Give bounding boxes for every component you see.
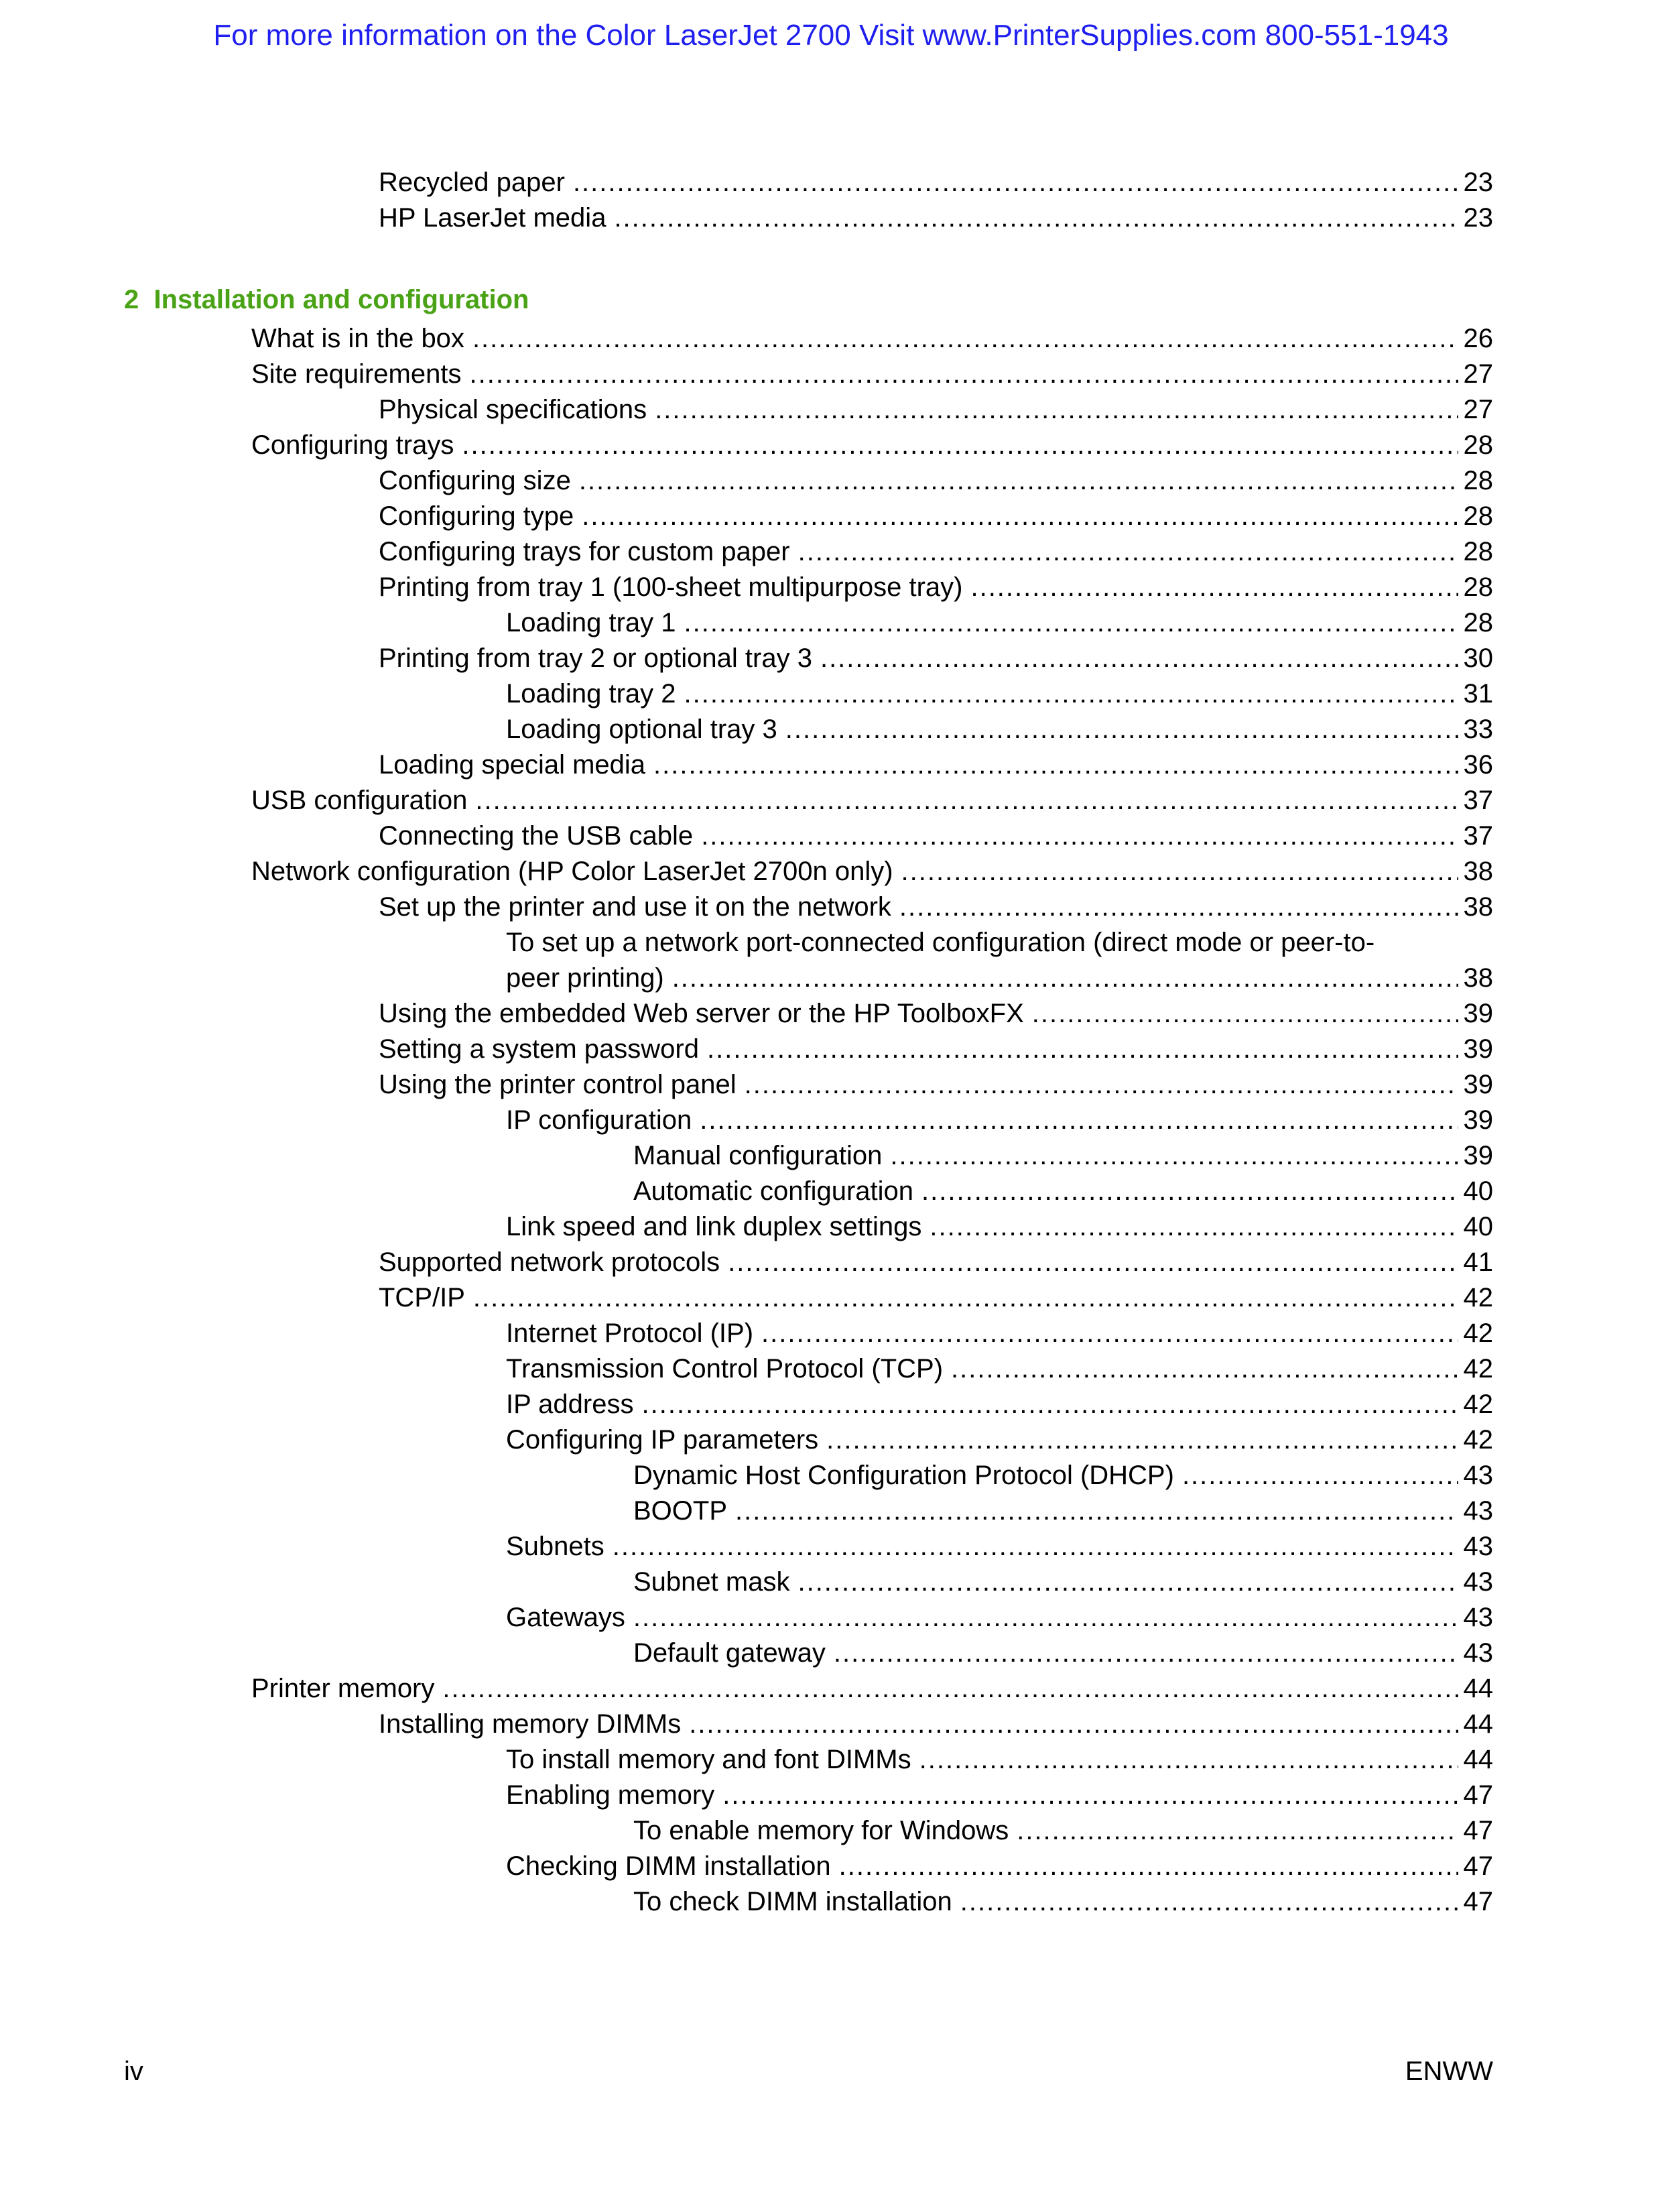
toc-page-number: 43 [1463,1496,1493,1526]
toc-entry-title: Configuring type [379,501,574,531]
toc-page-number: 42 [1463,1354,1493,1384]
toc-leader [834,1635,1458,1671]
toc-page-number: 26 [1463,324,1493,353]
toc-page-number: 42 [1463,1318,1493,1348]
toc-leader [473,1280,1458,1316]
toc-entry-title: Supported network protocols [379,1247,720,1277]
toc-entry-title: To install memory and font DIMMs [506,1745,911,1774]
toc-entry[interactable] [633,1884,1493,1920]
toc-entry[interactable] [506,711,1493,747]
toc-leader [798,534,1458,570]
toc-entry[interactable] [379,534,1493,570]
toc-leader [970,569,1458,605]
toc-leader [689,1706,1458,1742]
toc-leader [951,1351,1458,1387]
toc-entry-title: Configuring trays for custom paper [379,537,790,566]
toc-page-number: 44 [1463,1709,1493,1739]
footer-code: ENWW [1405,2056,1493,2086]
toc-entry[interactable] [506,1315,1493,1351]
toc-entry-title: Gateways [506,1603,625,1632]
toc-leader [707,1031,1458,1067]
toc-entry[interactable] [379,1031,1493,1067]
toc-leader [901,853,1458,889]
header-banner-link[interactable]: For more information on the Color LaserJet 2700 Visit www.PrinterSupplies.com 800-551-1943 [213,19,1449,52]
toc-page-number: 40 [1463,1212,1493,1241]
toc-entry[interactable] [506,1209,1493,1245]
toc-leader [462,427,1458,463]
toc-leader [472,320,1458,357]
toc-leader [475,782,1458,818]
toc-page-number: 47 [1463,1851,1493,1881]
toc-leader [820,640,1458,676]
toc-entry-title: Set up the printer and use it on the network [379,892,891,922]
toc-entry[interactable] [633,1635,1493,1671]
toc-entry-title: Recycled paper [379,168,565,197]
toc-entry[interactable] [506,1386,1493,1422]
toc-entry-title-continuation: peer printing) [506,963,664,993]
toc-page-number: 43 [1463,1461,1493,1490]
toc-page-number: 39 [1463,999,1493,1028]
toc-page-number: 28 [1463,501,1493,531]
toc-entry[interactable] [506,1351,1493,1387]
toc-entry[interactable] [506,1599,1493,1636]
toc-entry[interactable] [379,1706,1493,1742]
toc-page-number: 43 [1463,1638,1493,1668]
toc-page-number: 30 [1463,643,1493,673]
toc-leader [1017,1812,1458,1849]
chapter-number: 2 [124,285,139,314]
toc-leader [700,1102,1458,1138]
toc-entry[interactable] [379,569,1493,605]
toc-entry-title: What is in the box [251,324,464,353]
toc-page-number: 47 [1463,1780,1493,1810]
toc-page-number: 42 [1463,1390,1493,1419]
toc-entry-title: Loading tray 2 [506,679,676,709]
toc-page-number: 40 [1463,1176,1493,1206]
toc-leader [728,1244,1458,1280]
toc-leader [826,1422,1458,1458]
toc-page-number: 28 [1463,608,1493,637]
toc-leader [614,200,1458,236]
toc-entry[interactable] [379,391,1493,428]
toc-page-number: 41 [1463,1247,1493,1277]
toc-leader [1032,995,1458,1032]
toc-page-number: 38 [1463,857,1493,886]
toc-leader [579,463,1458,499]
toc-page-number: 28 [1463,466,1493,495]
toc-entry-title: Printer memory [251,1674,435,1703]
toc-entry[interactable] [506,1848,1493,1884]
toc-entry[interactable] [251,782,1493,818]
toc-entry-title: IP configuration [506,1105,692,1135]
toc-leader [469,356,1458,392]
toc-leader [785,711,1458,747]
toc-entry-title: Configuring trays [251,430,454,460]
toc-entry-title: USB configuration [251,786,468,815]
toc-entry-title: Enabling memory [506,1780,715,1810]
toc-entry[interactable] [251,853,1493,889]
toc-entry[interactable] [633,1812,1493,1849]
toc-entry[interactable] [379,1244,1493,1280]
toc-entry-title: Printing from tray 2 or optional tray 3 [379,643,812,673]
toc-page-number: 47 [1463,1887,1493,1916]
toc-page-number: 36 [1463,750,1493,780]
toc-leader [919,1741,1458,1778]
toc-entry-title: Using the printer control panel [379,1070,737,1099]
toc-leader [761,1315,1458,1351]
toc-entry[interactable] [379,818,1493,854]
chapter-title: Installation and configuration [153,285,529,314]
toc-entry-title: Configuring size [379,466,571,495]
toc-entry[interactable] [506,1422,1493,1458]
toc-entry[interactable] [506,1102,1493,1138]
toc-entry[interactable] [251,1670,1493,1707]
toc-entry[interactable] [379,200,1493,236]
toc-leader [899,889,1458,925]
toc-entry[interactable] [379,498,1493,534]
toc-leader [890,1138,1458,1174]
toc-entry-title: Subnet mask [633,1567,790,1597]
toc-entry-title: Checking DIMM installation [506,1851,831,1881]
toc-page-number: 43 [1463,1567,1493,1597]
toc-entry[interactable] [379,164,1493,200]
toc-leader [613,1528,1458,1564]
toc-entry[interactable] [633,1138,1493,1174]
toc-page-number: 28 [1463,537,1493,566]
toc-entry[interactable] [506,960,1493,996]
toc-page-number: 44 [1463,1745,1493,1774]
toc-entry-title: To set up a network port-connected configuration (direct mode or peer-to- [506,928,1375,957]
toc-leader [653,747,1458,783]
toc-entry-title: Printing from tray 1 (100-sheet multipurpose tray) [379,572,963,602]
toc-entry-title: Setting a system password [379,1034,699,1064]
toc-page-number: 23 [1463,168,1493,197]
toc-page-number: 39 [1463,1034,1493,1064]
toc-entry-title: Loading optional tray 3 [506,715,777,744]
toc-page-number: 27 [1463,359,1493,389]
toc-leader [797,1564,1458,1600]
toc-entry-first-line[interactable] [506,924,1493,961]
toc-entry[interactable] [379,1066,1493,1103]
toc-entry[interactable] [379,995,1493,1032]
toc-page-number: 42 [1463,1425,1493,1455]
toc-entry-title: Network configuration (HP Color LaserJet 2700n only) [251,857,893,886]
toc-entry[interactable] [379,889,1493,925]
toc-entry-title: TCP/IP [379,1283,465,1312]
toc-entry[interactable] [506,1528,1493,1564]
toc-entry[interactable] [379,747,1493,783]
toc-leader [655,391,1458,428]
toc-entry-title: Physical specifications [379,395,647,424]
toc-leader [722,1777,1458,1813]
toc-leader [701,818,1458,854]
toc-entry-title: Manual configuration [633,1141,883,1170]
toc-leader [684,605,1458,641]
toc-page-number: 23 [1463,203,1493,233]
toc-entry[interactable] [379,463,1493,499]
toc-entry-title: Link speed and link duplex settings [506,1212,922,1241]
toc-entry-title: Dynamic Host Configuration Protocol (DHCP) [633,1461,1174,1490]
toc-leader [672,960,1458,996]
toc-page-number: 43 [1463,1603,1493,1632]
toc-leader [684,676,1458,712]
toc-page-number: 47 [1463,1816,1493,1845]
toc-page-number: 39 [1463,1070,1493,1099]
toc-entry[interactable] [379,1280,1493,1316]
toc-entry-title: Installing memory DIMMs [379,1709,682,1739]
toc-entry-title: Transmission Control Protocol (TCP) [506,1354,944,1384]
toc-entry-title: Site requirements [251,359,462,389]
toc-entry-title: BOOTP [633,1496,728,1526]
toc-entry-title: To enable memory for Windows [633,1816,1009,1845]
toc-leader [633,1599,1458,1636]
toc-page-number: 28 [1463,572,1493,602]
toc-entry-title: Connecting the USB cable [379,821,694,851]
toc-entry[interactable] [633,1457,1493,1493]
toc-leader [582,498,1458,534]
toc-entry[interactable] [251,356,1493,392]
toc-page-number: 38 [1463,963,1493,993]
toc-leader [745,1066,1458,1103]
toc-page-number: 44 [1463,1674,1493,1703]
toc-entry-title: Loading special media [379,750,646,780]
toc-leader [573,164,1458,200]
toc-entry-title: Automatic configuration [633,1176,914,1206]
toc-entry-title: Default gateway [633,1638,826,1668]
toc-entry[interactable] [506,605,1493,641]
toc-leader [921,1173,1458,1209]
toc-entry[interactable] [633,1173,1493,1209]
toc-page-number: 37 [1463,786,1493,815]
toc-page-number: 33 [1463,715,1493,744]
toc-leader [442,1670,1458,1707]
toc-leader [1182,1457,1458,1493]
toc-entry[interactable] [251,320,1493,357]
toc-entry-title: To check DIMM installation [633,1887,952,1916]
toc-leader [642,1386,1458,1422]
toc-entry[interactable] [633,1493,1493,1529]
toc-leader [839,1848,1458,1884]
toc-page-number: 43 [1463,1532,1493,1561]
toc-leader [960,1884,1458,1920]
toc-leader [735,1493,1458,1529]
toc-entry[interactable] [506,676,1493,712]
toc-page-number: 38 [1463,892,1493,922]
toc-entry-title: Loading tray 1 [506,608,676,637]
toc-page-number: 42 [1463,1283,1493,1312]
toc-entry[interactable] [506,1777,1493,1813]
toc-page-number: 31 [1463,679,1493,709]
toc-entry-title: Subnets [506,1532,604,1561]
toc-page-number: 39 [1463,1141,1493,1170]
toc-entry-title: Using the embedded Web server or the HP ToolboxFX [379,999,1024,1028]
toc-page-number: 39 [1463,1105,1493,1135]
toc-page-number: 28 [1463,430,1493,460]
toc-entry[interactable] [379,640,1493,676]
toc-entry-title: HP LaserJet media [379,203,606,233]
toc-entry-title: Internet Protocol (IP) [506,1318,754,1348]
toc-entry[interactable] [251,427,1493,463]
toc-page-number: 27 [1463,395,1493,424]
toc-entry[interactable] [633,1564,1493,1600]
chapter-heading[interactable] [124,285,529,315]
toc-leader [930,1209,1458,1245]
toc-entry-title: Configuring IP parameters [506,1425,819,1455]
footer-page-label: iv [124,2056,143,2086]
toc-page-number: 37 [1463,821,1493,851]
toc-entry-title: IP address [506,1390,634,1419]
toc-entry[interactable] [506,1741,1493,1778]
